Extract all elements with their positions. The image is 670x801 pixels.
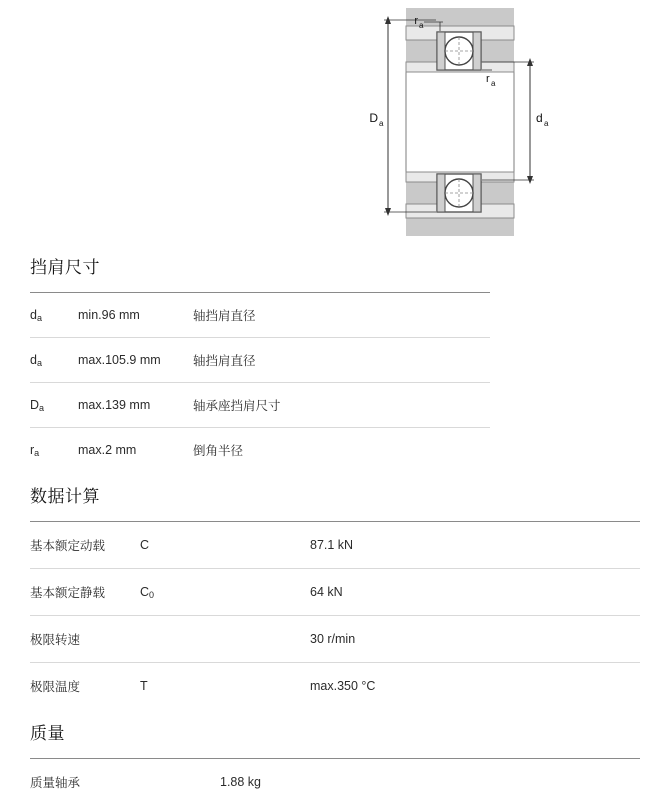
symbol-cell xyxy=(140,616,310,663)
symbol-subscript: a xyxy=(37,313,42,323)
symbol-cell xyxy=(30,383,78,428)
shoulder-section-title: 挡肩尺寸 xyxy=(30,245,490,292)
table-row xyxy=(30,522,640,569)
symbol-subscript: 0 xyxy=(149,590,154,600)
symbol-subscript: a xyxy=(37,358,42,368)
table-row xyxy=(30,663,640,710)
data-calculation-section xyxy=(30,472,640,709)
table-row xyxy=(30,383,490,428)
value-cell: max.139 mm xyxy=(78,383,193,428)
value-cell: 30 r/min xyxy=(310,616,640,663)
svg-text:r: r xyxy=(414,15,418,27)
symbol-subscript: a xyxy=(39,403,44,413)
value-cell: 1.88 kg xyxy=(220,759,640,801)
data-calculation-title: 数据计算 xyxy=(30,472,640,521)
description-cell: 轴挡肩直径 xyxy=(193,293,490,338)
bearing-cross-section-svg xyxy=(0,0,670,245)
description-cell: 轴承座挡肩尺寸 xyxy=(193,383,490,428)
symbol-base: T xyxy=(140,679,148,693)
symbol-subscript: a xyxy=(34,448,39,458)
value-cell: max.105.9 mm xyxy=(78,338,193,383)
value-cell: max.2 mm xyxy=(78,428,193,473)
value-cell: 64 kN xyxy=(310,569,640,616)
symbol-cell xyxy=(30,293,78,338)
svg-text:a: a xyxy=(419,21,424,30)
value-cell: 87.1 kN xyxy=(310,522,640,569)
table-row xyxy=(30,616,640,663)
symbol-base: C xyxy=(140,538,149,552)
svg-text:r: r xyxy=(486,73,490,85)
symbol-base: D xyxy=(30,398,39,412)
symbol-base: r xyxy=(30,443,34,457)
symbol-cell xyxy=(30,428,78,473)
data-calculation-table xyxy=(30,521,640,709)
shoulder-dimensions-table xyxy=(30,292,490,472)
mass-section xyxy=(30,709,640,801)
table-row xyxy=(30,293,490,338)
svg-text:a: a xyxy=(491,79,496,88)
label-cell: 极限转速 xyxy=(30,616,140,663)
svg-text:D: D xyxy=(369,111,378,125)
value-cell: min.96 mm xyxy=(78,293,193,338)
svg-text:a: a xyxy=(379,119,384,128)
table-row xyxy=(30,569,640,616)
symbol-cell xyxy=(140,569,310,616)
mass-section-title: 质量 xyxy=(30,709,640,758)
svg-text:d: d xyxy=(536,111,543,125)
symbol-base: C xyxy=(140,585,149,599)
symbol-cell xyxy=(140,663,310,710)
label-cell: 基本额定动载 xyxy=(30,522,140,569)
symbol-cell xyxy=(140,522,310,569)
svg-text:a: a xyxy=(544,119,549,128)
table-row xyxy=(30,759,640,801)
description-cell: 倒角半径 xyxy=(193,428,490,473)
bearing-diagram xyxy=(0,0,670,245)
table-row xyxy=(30,338,490,383)
shoulder-dimensions-section xyxy=(30,245,490,472)
symbol-cell xyxy=(30,338,78,383)
symbol-base: d xyxy=(30,353,37,367)
symbol-base: d xyxy=(30,308,37,322)
value-cell: max.350 °C xyxy=(310,663,640,710)
mass-table xyxy=(30,758,640,801)
label-cell: 极限温度 xyxy=(30,663,140,710)
table-row xyxy=(30,428,490,473)
label-cell: 质量轴承 xyxy=(30,759,220,801)
description-cell: 轴挡肩直径 xyxy=(193,338,490,383)
label-cell: 基本额定静载 xyxy=(30,569,140,616)
